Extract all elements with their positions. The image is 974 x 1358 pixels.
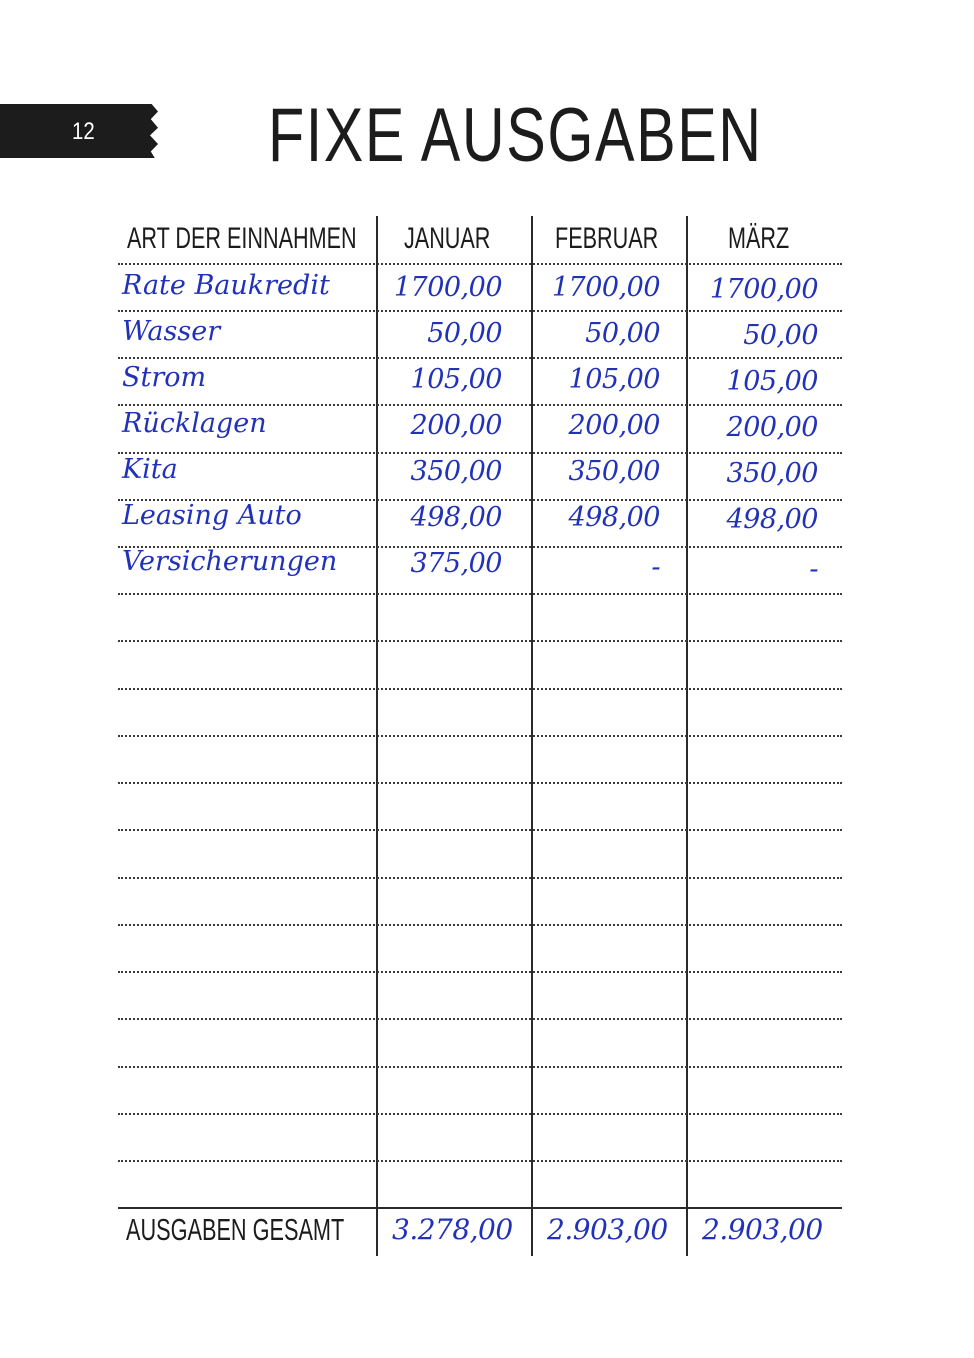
table-row <box>118 314 842 360</box>
value-january: 105,00 <box>410 364 502 395</box>
header-february: FEBRUAR <box>555 222 659 255</box>
row-name: Strom <box>122 362 207 393</box>
value-january: 200,00 <box>410 410 502 441</box>
row-separator <box>118 1160 842 1162</box>
row-name: Rate Baukredit <box>122 270 330 301</box>
table-row <box>118 544 842 590</box>
value-january: 350,00 <box>410 456 502 487</box>
table-row <box>118 498 842 544</box>
tab-torn-edge <box>142 104 158 158</box>
value-february: 200,00 <box>568 410 660 441</box>
total-january: 3.278,00 <box>392 1213 513 1246</box>
value-february: 50,00 <box>585 318 660 349</box>
total-separator <box>118 1207 842 1209</box>
value-march: 50,00 <box>743 320 818 351</box>
value-march: 350,00 <box>726 458 818 489</box>
header-march: MÄRZ <box>728 222 790 255</box>
value-march: 200,00 <box>726 412 818 443</box>
row-separator <box>118 924 842 926</box>
row-separator <box>118 640 842 642</box>
row-separator <box>118 1066 842 1068</box>
row-name: Leasing Auto <box>122 500 302 531</box>
row-name: Wasser <box>122 316 221 347</box>
row-name: Kita <box>122 454 178 485</box>
value-january: 498,00 <box>410 502 502 533</box>
total-label: AUSGABEN GESAMT <box>126 1212 345 1247</box>
table-row <box>118 360 842 406</box>
row-separator <box>118 688 842 690</box>
row-separator <box>118 877 842 879</box>
row-separator <box>118 1113 842 1115</box>
value-january: 50,00 <box>427 318 502 349</box>
header-category: ART DER EINNAHMEN <box>127 222 357 255</box>
row-separator <box>118 263 842 265</box>
value-february: - <box>651 552 660 583</box>
value-february: 498,00 <box>568 502 660 533</box>
table-row <box>118 268 842 314</box>
value-january: 375,00 <box>410 548 502 579</box>
value-february: 350,00 <box>568 456 660 487</box>
row-name: Rücklagen <box>122 408 267 439</box>
table-row <box>118 452 842 498</box>
row-separator <box>118 1018 842 1020</box>
page-title: FIXE AUSGABEN <box>268 93 763 178</box>
row-separator <box>118 782 842 784</box>
row-separator <box>118 735 842 737</box>
value-march: - <box>809 554 818 585</box>
value-march: 1700,00 <box>709 274 818 305</box>
value-february: 105,00 <box>568 364 660 395</box>
value-february: 1700,00 <box>551 272 660 303</box>
page-number: 12 <box>72 118 95 145</box>
value-january: 1700,00 <box>393 272 502 303</box>
total-march: 2.903,00 <box>702 1213 823 1246</box>
page-number-tab <box>0 104 150 158</box>
row-separator <box>118 829 842 831</box>
header-january: JANUAR <box>404 222 491 255</box>
total-february: 2.903,00 <box>547 1213 668 1246</box>
row-name: Versicherungen <box>122 546 338 577</box>
row-separator <box>118 971 842 973</box>
value-march: 498,00 <box>726 504 818 535</box>
table-row <box>118 406 842 452</box>
value-march: 105,00 <box>726 366 818 397</box>
